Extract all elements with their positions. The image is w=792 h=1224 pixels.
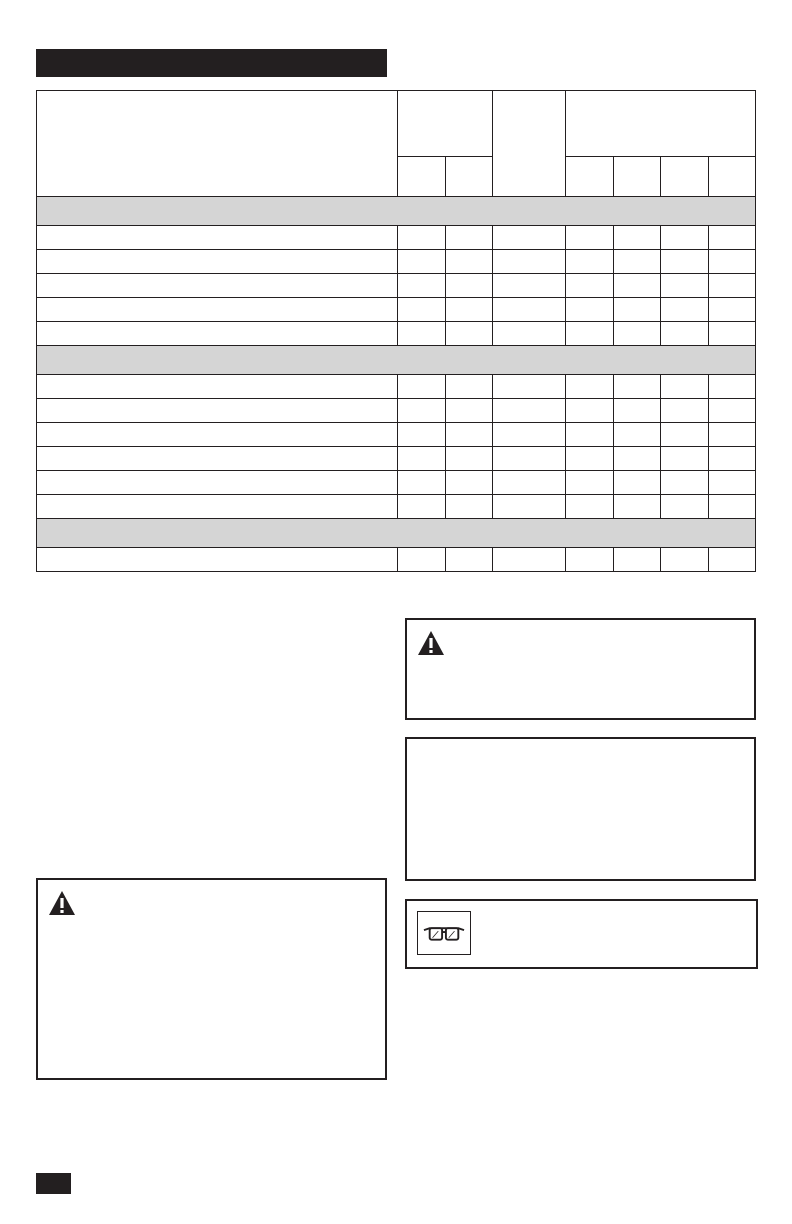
header-month — [661, 157, 709, 197]
schedule-cell — [445, 322, 493, 346]
schedule-cell — [708, 495, 756, 519]
schedule-cell — [708, 226, 756, 250]
schedule-cell — [661, 495, 709, 519]
maintenance-schedule-table — [36, 90, 756, 572]
schedule-cell — [398, 423, 446, 447]
schedule-cell — [445, 226, 493, 250]
schedule-cell — [445, 548, 493, 572]
warning-icon — [417, 630, 445, 656]
table-row — [37, 322, 756, 346]
schedule-cell — [708, 298, 756, 322]
table-row — [37, 423, 756, 447]
schedule-cell — [493, 423, 566, 447]
header-owner-b — [445, 157, 493, 197]
header-task — [37, 91, 398, 197]
schedule-cell — [661, 274, 709, 298]
schedule-cell — [493, 375, 566, 399]
header-month — [613, 157, 661, 197]
warning-box-left — [36, 878, 387, 1080]
schedule-cell — [708, 250, 756, 274]
schedule-cell — [566, 274, 614, 298]
table-section-header — [37, 346, 756, 375]
task-cell — [37, 250, 398, 274]
header-month — [708, 157, 756, 197]
table-section-header — [37, 197, 756, 226]
schedule-cell — [493, 274, 566, 298]
schedule-cell — [445, 250, 493, 274]
schedule-cell — [445, 399, 493, 423]
table-body — [37, 197, 756, 572]
schedule-cell — [708, 447, 756, 471]
table-row — [37, 250, 756, 274]
task-cell — [37, 447, 398, 471]
schedule-cell — [398, 471, 446, 495]
schedule-cell — [661, 322, 709, 346]
schedule-cell — [566, 322, 614, 346]
schedule-cell — [566, 423, 614, 447]
table-row — [37, 375, 756, 399]
schedule-cell — [493, 322, 566, 346]
schedule-cell — [661, 298, 709, 322]
schedule-cell — [661, 399, 709, 423]
schedule-cell — [398, 322, 446, 346]
schedule-cell — [613, 375, 661, 399]
schedule-cell — [566, 298, 614, 322]
schedule-cell — [613, 548, 661, 572]
warning-box-right — [405, 618, 756, 720]
schedule-cell — [493, 298, 566, 322]
warning-icon — [48, 890, 76, 916]
table-row — [37, 447, 756, 471]
schedule-cell — [613, 322, 661, 346]
schedule-cell — [493, 226, 566, 250]
task-cell — [37, 274, 398, 298]
schedule-cell — [661, 423, 709, 447]
header-season — [566, 91, 756, 157]
schedule-cell — [398, 250, 446, 274]
task-cell — [37, 322, 398, 346]
table-row — [37, 274, 756, 298]
safety-glasses-icon — [417, 911, 471, 955]
schedule-cell — [398, 298, 446, 322]
schedule-cell — [398, 274, 446, 298]
schedule-cell — [398, 447, 446, 471]
header-month — [566, 157, 614, 197]
schedule-cell — [493, 250, 566, 274]
task-cell — [37, 423, 398, 447]
task-cell — [37, 495, 398, 519]
schedule-cell — [613, 250, 661, 274]
schedule-cell — [708, 322, 756, 346]
schedule-cell — [398, 495, 446, 519]
schedule-cell — [445, 471, 493, 495]
schedule-cell — [613, 423, 661, 447]
schedule-cell — [445, 274, 493, 298]
header-owner-a — [398, 157, 446, 197]
page-number — [36, 1173, 71, 1194]
schedule-cell — [566, 447, 614, 471]
table-row — [37, 226, 756, 250]
schedule-cell — [566, 548, 614, 572]
table-row — [37, 548, 756, 572]
schedule-cell — [661, 471, 709, 495]
schedule-cell — [613, 274, 661, 298]
schedule-cell — [613, 399, 661, 423]
schedule-cell — [613, 495, 661, 519]
table-section-header — [37, 519, 756, 548]
schedule-cell — [493, 399, 566, 423]
schedule-cell — [445, 298, 493, 322]
task-cell — [37, 399, 398, 423]
header-dealer — [493, 91, 566, 197]
schedule-cell — [613, 226, 661, 250]
schedule-cell — [493, 471, 566, 495]
schedule-cell — [445, 495, 493, 519]
eye-protection-box — [405, 899, 758, 969]
schedule-cell — [445, 375, 493, 399]
left-body-text — [36, 620, 386, 860]
notice-box — [405, 737, 756, 881]
schedule-cell — [613, 471, 661, 495]
task-cell — [37, 298, 398, 322]
schedule-cell — [566, 471, 614, 495]
table-row — [37, 471, 756, 495]
schedule-cell — [445, 447, 493, 471]
schedule-cell — [493, 447, 566, 471]
table-row — [37, 298, 756, 322]
schedule-cell — [398, 548, 446, 572]
schedule-cell — [613, 447, 661, 471]
schedule-cell — [661, 250, 709, 274]
schedule-cell — [566, 250, 614, 274]
task-cell — [37, 226, 398, 250]
schedule-cell — [445, 423, 493, 447]
schedule-cell — [566, 495, 614, 519]
schedule-cell — [566, 226, 614, 250]
schedule-cell — [566, 399, 614, 423]
task-cell — [37, 548, 398, 572]
schedule-cell — [661, 548, 709, 572]
table-row — [37, 495, 756, 519]
task-cell — [37, 471, 398, 495]
section-title — [36, 49, 387, 77]
schedule-cell — [613, 298, 661, 322]
table-row — [37, 399, 756, 423]
schedule-cell — [493, 495, 566, 519]
schedule-cell — [493, 548, 566, 572]
schedule-cell — [661, 447, 709, 471]
schedule-cell — [398, 226, 446, 250]
schedule-cell — [661, 375, 709, 399]
schedule-cell — [708, 399, 756, 423]
schedule-cell — [708, 471, 756, 495]
schedule-cell — [661, 226, 709, 250]
schedule-cell — [708, 423, 756, 447]
schedule-cell — [708, 548, 756, 572]
header-owner-group — [398, 91, 493, 157]
schedule-cell — [708, 375, 756, 399]
schedule-cell — [566, 375, 614, 399]
task-cell — [37, 375, 398, 399]
schedule-cell — [398, 399, 446, 423]
schedule-cell — [398, 375, 446, 399]
schedule-cell — [708, 274, 756, 298]
